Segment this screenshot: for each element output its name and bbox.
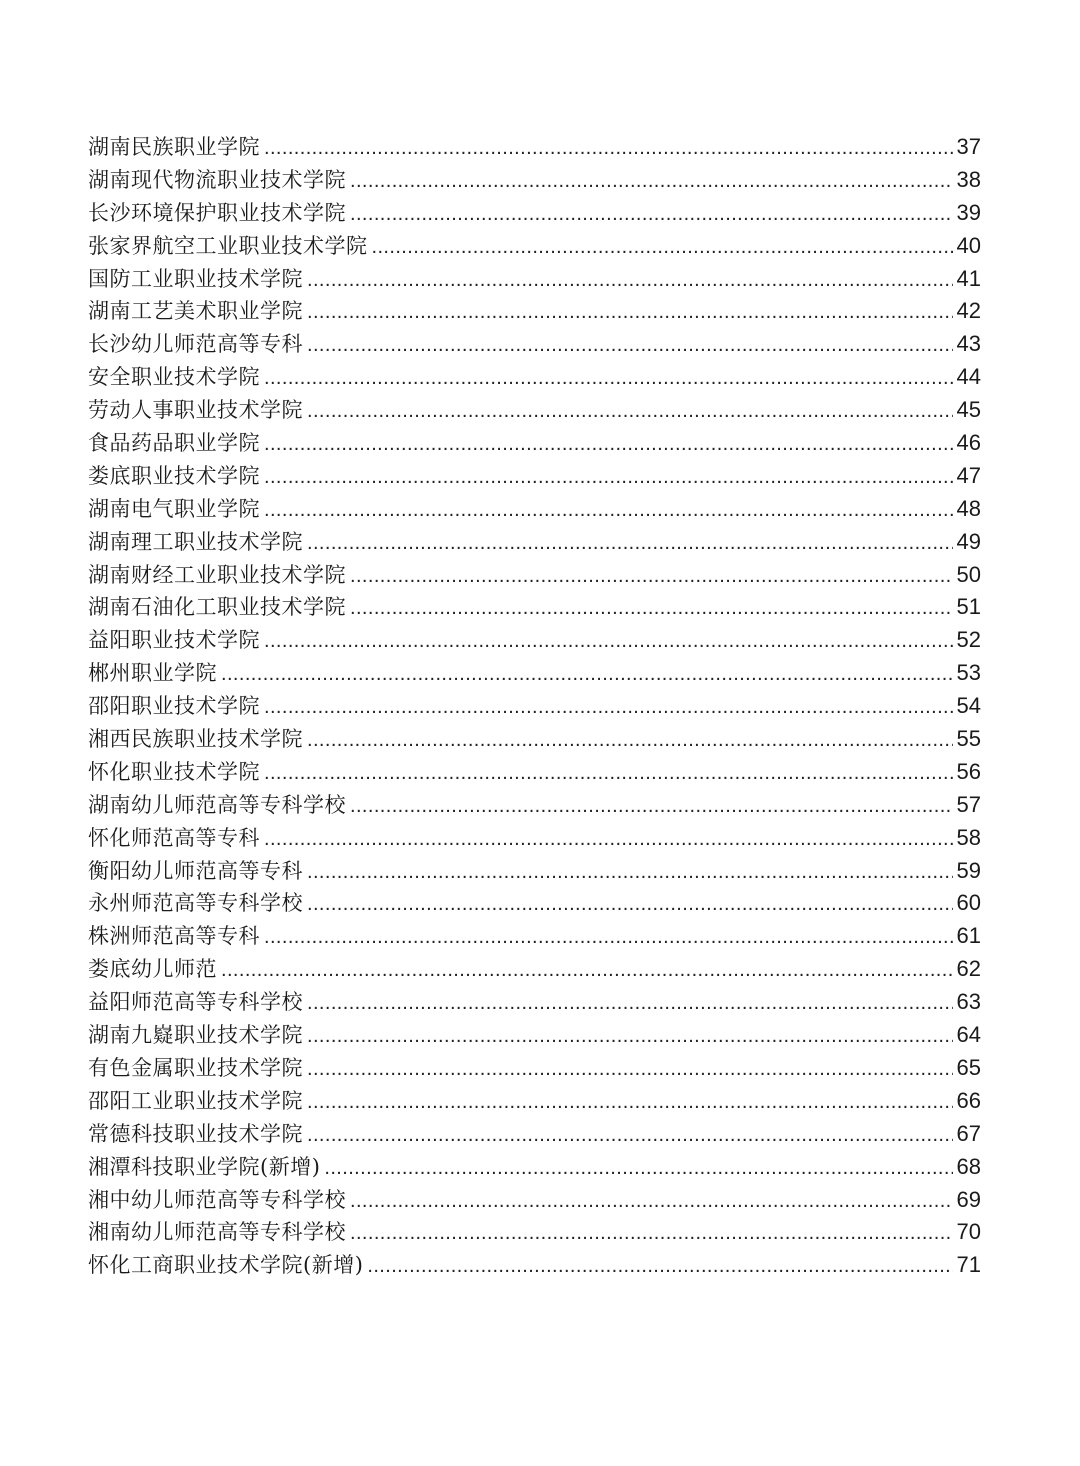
- dot-leader: [367, 1250, 953, 1282]
- toc-entry-title: 湖南电气职业学院: [88, 496, 260, 521]
- dot-leader: [307, 1053, 953, 1085]
- dot-leader: [350, 790, 953, 822]
- toc-entry-title: 安全职业技术学院: [88, 365, 260, 390]
- toc-entry-title: 衡阳幼儿师范高等专科: [88, 858, 303, 883]
- toc-entry-page-number: 55: [956, 726, 981, 752]
- toc-entry-title: 湘中幼儿师范高等专科学校: [88, 1187, 346, 1212]
- dot-leader: [221, 954, 953, 986]
- table-of-contents: [88, 131, 981, 1282]
- toc-entry-page-number: 71: [956, 1252, 981, 1278]
- toc-entry-title: 郴州职业学院: [88, 661, 217, 686]
- toc-entry[interactable]: [88, 953, 981, 986]
- toc-entry[interactable]: [88, 1052, 981, 1085]
- toc-entry-title: 益阳师范高等专科学校: [88, 990, 303, 1015]
- dot-leader: [307, 856, 953, 888]
- dot-leader: [264, 362, 953, 394]
- toc-entry-page-number: 59: [956, 857, 981, 883]
- toc-entry[interactable]: [88, 460, 981, 493]
- toc-entry-page-number: 56: [956, 758, 981, 784]
- toc-entry-page-number: 53: [956, 660, 981, 686]
- toc-entry-page-number: 57: [956, 791, 981, 817]
- toc-entry-page-number: 43: [956, 331, 981, 357]
- toc-entry-title: 湖南九嶷职业技术学院: [88, 1023, 303, 1048]
- toc-entry-page-number: 39: [956, 199, 981, 225]
- dot-leader: [307, 1020, 953, 1052]
- toc-entry[interactable]: [88, 559, 981, 592]
- toc-entry-title: 湘西民族职业技术学院: [88, 727, 303, 752]
- dot-leader: [307, 724, 953, 756]
- toc-entry-page-number: 50: [956, 561, 981, 587]
- toc-entry-title: 湖南现代物流职业技术学院: [88, 167, 346, 192]
- toc-entry-title: 长沙环境保护职业技术学院: [88, 200, 346, 225]
- dot-leader: [350, 592, 953, 624]
- toc-entry-title: 湖南民族职业学院: [88, 135, 260, 159]
- toc-entry-page-number: 48: [956, 495, 981, 521]
- toc-entry-title: 怀化师范高等专科: [88, 825, 260, 850]
- dot-leader: [350, 1185, 953, 1217]
- toc-entry[interactable]: [88, 690, 981, 723]
- toc-entry[interactable]: [88, 328, 981, 361]
- dot-leader: [264, 691, 953, 723]
- toc-entry-page-number: 63: [956, 989, 981, 1015]
- toc-entry[interactable]: [88, 1249, 981, 1282]
- toc-entry-title: 国防工业职业技术学院: [88, 266, 303, 291]
- toc-entry[interactable]: [88, 789, 981, 822]
- toc-entry-page-number: 38: [956, 166, 981, 192]
- toc-entry-page-number: 66: [956, 1087, 981, 1113]
- toc-entry-page-number: 70: [956, 1219, 981, 1245]
- toc-entry-title: 湖南石油化工职业技术学院: [88, 595, 346, 620]
- toc-entry-title: 湖南幼儿师范高等专科学校: [88, 792, 346, 817]
- toc-entry[interactable]: [88, 197, 981, 230]
- toc-entry-title: 株洲师范高等专科: [88, 924, 260, 949]
- dot-leader: [372, 231, 954, 263]
- toc-entry[interactable]: [88, 1216, 981, 1249]
- toc-entry-page-number: 49: [956, 528, 981, 554]
- toc-entry-page-number: 52: [956, 627, 981, 653]
- dot-leader: [307, 296, 953, 328]
- toc-entry[interactable]: [88, 657, 981, 690]
- toc-entry-title: 怀化职业技术学院: [88, 759, 260, 784]
- dot-leader: [264, 921, 953, 953]
- toc-entry-title: 常德科技职业技术学院: [88, 1121, 303, 1146]
- dot-leader: [350, 165, 953, 197]
- dot-leader: [307, 987, 953, 1019]
- toc-entry[interactable]: [88, 295, 981, 328]
- dot-leader: [264, 823, 953, 855]
- toc-entry[interactable]: [88, 986, 981, 1019]
- dot-leader: [264, 132, 953, 164]
- toc-entry-page-number: 45: [956, 397, 981, 423]
- toc-entry-title: 长沙幼儿师范高等专科: [88, 332, 303, 357]
- dot-leader: [307, 888, 953, 920]
- toc-entry[interactable]: [88, 230, 981, 263]
- toc-entry[interactable]: [88, 394, 981, 427]
- toc-entry-page-number: 42: [956, 298, 981, 324]
- toc-entry-title: 永州师范高等专科学校: [88, 891, 303, 916]
- dot-leader: [307, 527, 953, 559]
- toc-entry-title: 湖南理工职业技术学院: [88, 529, 303, 554]
- dot-leader: [324, 1152, 953, 1184]
- toc-entry-title: 湖南财经工业职业技术学院: [88, 562, 346, 587]
- toc-entry[interactable]: [88, 526, 981, 559]
- toc-entry-title: 张家界航空工业职业技术学院: [88, 233, 368, 258]
- toc-entry[interactable]: [88, 624, 981, 657]
- toc-entry-title: 邵阳工业职业技术学院: [88, 1088, 303, 1113]
- toc-entry-page-number: 67: [956, 1120, 981, 1146]
- dot-leader: [350, 198, 953, 230]
- toc-entry[interactable]: [88, 493, 981, 526]
- dot-leader: [307, 329, 953, 361]
- toc-entry-title: 益阳职业技术学院: [88, 628, 260, 653]
- toc-entry[interactable]: [88, 591, 981, 624]
- toc-entry-page-number: 61: [956, 923, 981, 949]
- toc-entry[interactable]: [88, 1019, 981, 1052]
- toc-entry-page-number: 54: [956, 693, 981, 719]
- toc-entry-title: 邵阳职业技术学院: [88, 694, 260, 719]
- toc-entry[interactable]: [88, 263, 981, 296]
- dot-leader: [221, 658, 953, 690]
- dot-leader: [264, 494, 953, 526]
- dot-leader: [264, 428, 953, 460]
- toc-entry[interactable]: [88, 723, 981, 756]
- toc-entry-page-number: 68: [956, 1153, 981, 1179]
- toc-entry-page-number: 47: [956, 462, 981, 488]
- dot-leader: [307, 264, 953, 296]
- toc-entry-title: 食品药品职业学院: [88, 431, 260, 456]
- toc-entry-page-number: 62: [956, 956, 981, 982]
- toc-entry[interactable]: [88, 1118, 981, 1151]
- toc-entry[interactable]: [88, 1085, 981, 1118]
- toc-entry[interactable]: [88, 427, 981, 460]
- toc-entry[interactable]: [88, 361, 981, 394]
- toc-entry-title: 娄底职业技术学院: [88, 463, 260, 488]
- toc-entry[interactable]: [88, 855, 981, 888]
- dot-leader: [307, 1086, 953, 1118]
- toc-entry-page-number: 65: [956, 1054, 981, 1080]
- dot-leader: [350, 560, 953, 592]
- toc-entry-page-number: 41: [956, 265, 981, 291]
- toc-entry-page-number: 44: [956, 364, 981, 390]
- dot-leader: [264, 461, 953, 493]
- toc-entry-title: 湖南工艺美术职业学院: [88, 299, 303, 324]
- dot-leader: [350, 1217, 953, 1249]
- toc-entry[interactable]: [88, 131, 981, 164]
- toc-entry-page-number: 51: [956, 594, 981, 620]
- toc-entry-page-number: 37: [956, 134, 981, 159]
- toc-entry-page-number: 40: [956, 232, 981, 258]
- toc-entry[interactable]: [88, 1184, 981, 1217]
- toc-entry[interactable]: [88, 920, 981, 953]
- toc-entry-page-number: 64: [956, 1022, 981, 1048]
- dot-leader: [264, 625, 953, 657]
- toc-entry-page-number: 69: [956, 1186, 981, 1212]
- toc-entry[interactable]: [88, 756, 981, 789]
- toc-entry-title: 怀化工商职业技术学院(新增): [88, 1253, 364, 1278]
- toc-entry-title: 劳动人事职业技术学院: [88, 398, 303, 423]
- toc-entry[interactable]: [88, 164, 981, 197]
- toc-entry[interactable]: [88, 822, 981, 855]
- dot-leader: [307, 395, 953, 427]
- toc-entry-title: 娄底幼儿师范: [88, 957, 217, 982]
- dot-leader: [264, 757, 953, 789]
- toc-entry-page-number: 58: [956, 824, 981, 850]
- dot-leader: [307, 1119, 953, 1151]
- toc-entry[interactable]: [88, 1151, 981, 1184]
- toc-entry-title: 湘潭科技职业学院(新增): [88, 1154, 321, 1179]
- toc-entry-title: 有色金属职业技术学院: [88, 1055, 303, 1080]
- toc-entry-page-number: 60: [956, 890, 981, 916]
- toc-entry[interactable]: [88, 887, 981, 920]
- toc-entry-title: 湘南幼儿师范高等专科学校: [88, 1220, 346, 1245]
- toc-entry-page-number: 46: [956, 430, 981, 456]
